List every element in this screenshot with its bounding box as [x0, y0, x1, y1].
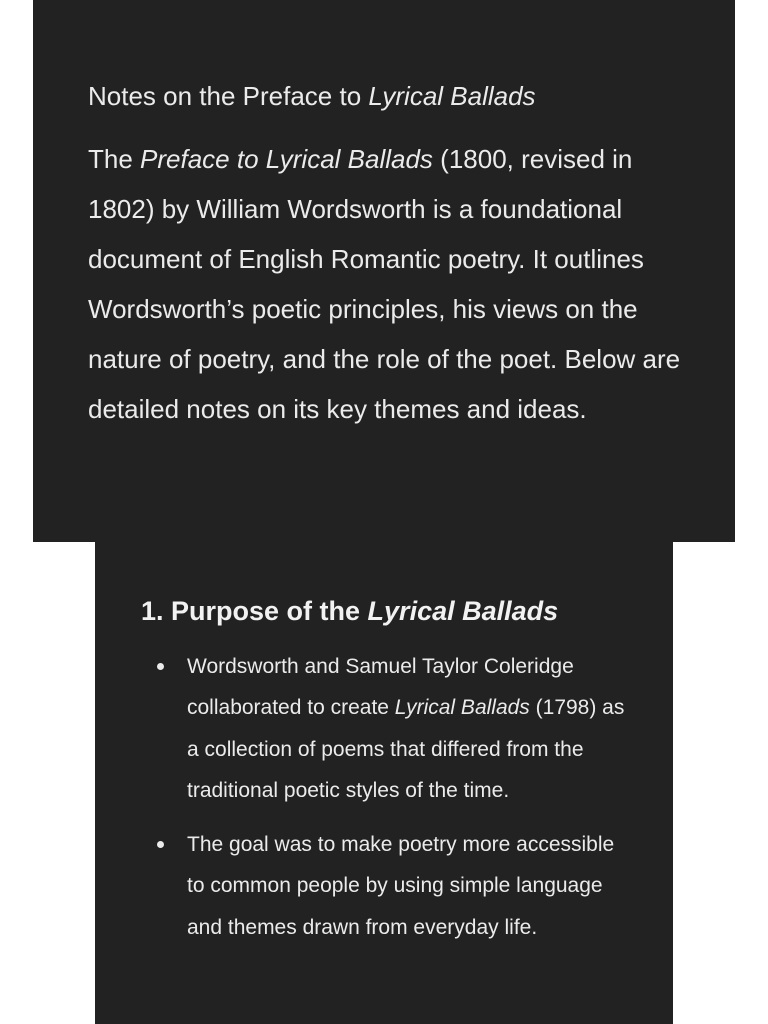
intro-paragraph: [88, 134, 700, 434]
list-item: [157, 646, 627, 811]
bullet-icon: [157, 841, 164, 848]
bullet-text-rest: (1798) as a collection of poems that differed from the traditional poetic styles of the time.: [187, 696, 625, 802]
intro-italic-text: Preface to Lyrical Ballads: [140, 144, 433, 174]
bullet-icon: [157, 663, 164, 670]
section-heading-text: 1. Purpose of the: [141, 596, 368, 626]
bullet-list: [157, 646, 627, 961]
title-italic-text: Lyrical Ballads: [368, 81, 536, 111]
title-text: Notes on the Preface to: [88, 81, 369, 111]
intro-text-start: The: [88, 144, 141, 174]
bullet-text: The goal was to make poetry more accessible to common people by using simple language and themes drawn from everyday life.: [187, 833, 615, 939]
bullet-italic-text: Lyrical Ballads: [394, 696, 530, 720]
section-heading: [141, 592, 558, 630]
bullet-text: Wordsworth and Samuel Taylor Coleridge collaborated to create: [187, 655, 574, 720]
document-title: [88, 76, 536, 116]
section-heading-italic: Lyrical Ballads: [367, 596, 559, 626]
list-item: [157, 824, 627, 948]
intro-text-rest: (1800, revised in 1802) by William Wordsworth is a foundational document of English Romantic poetry. It outlines Wordsworth’s poetic principles, his views on the nature of poetry, and the role of the poet. Below are detailed notes on its key themes and ideas.: [88, 144, 681, 424]
